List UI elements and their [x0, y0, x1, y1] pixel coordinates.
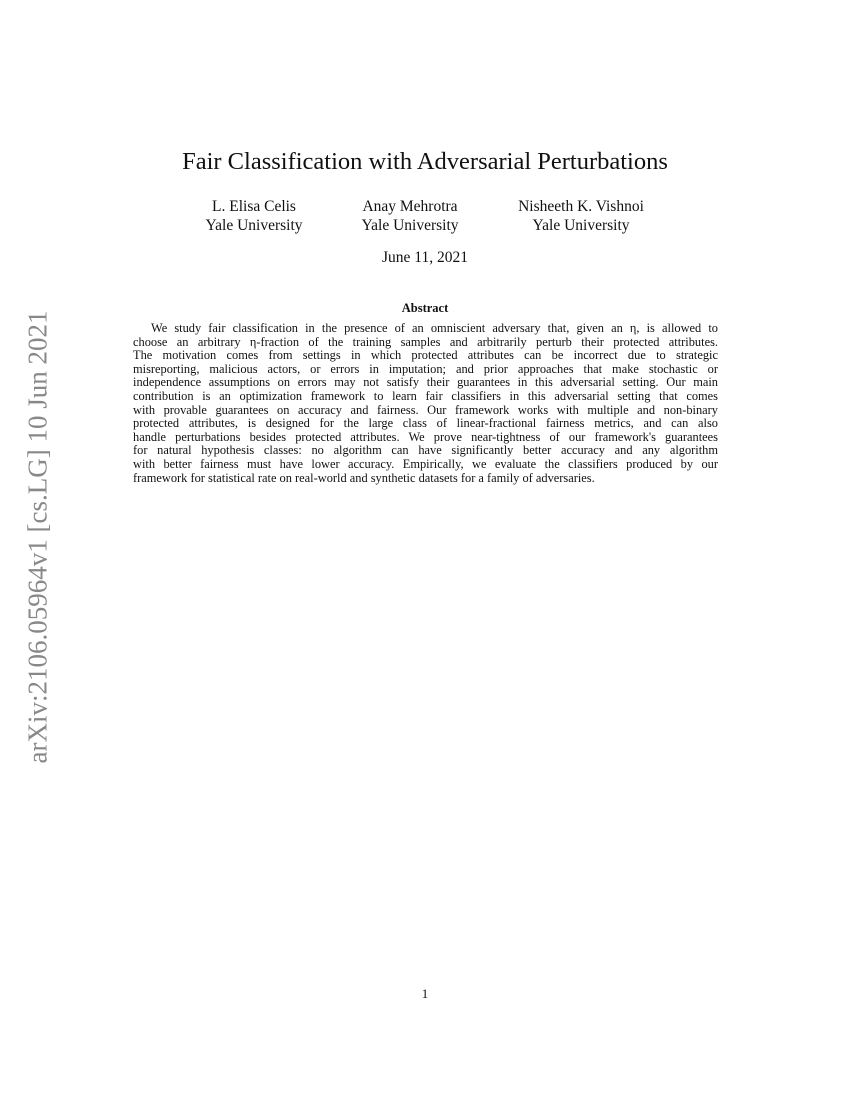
abstract-line: handle perturbations besides protected attributes. We prove near-tightness of our framework's guarantees	[133, 429, 718, 444]
author-block	[481, 197, 681, 235]
abstract-line: The motivation comes from settings in which protected attributes can be incorrect due to strategic	[133, 348, 718, 363]
abstract-line: with provable guarantees on accuracy and fairness. Our framework works with multiple and non-binary	[133, 402, 718, 417]
abstract-line: protected attributes, is designed for the large class of linear-fractional fairness metrics, and can also	[133, 416, 718, 431]
author-name: Anay Mehrotra	[362, 198, 458, 215]
author-name: L. Elisa Celis	[212, 198, 296, 215]
abstract-line: misreporting, malicious actors, or errors in imputation; and prior approaches that make stochastic or	[133, 361, 718, 376]
abstract-line: contribution is an optimization framework to learn fair classifiers in this adversarial setting that comes	[133, 388, 718, 403]
abstract-line: with better fairness must have lower accuracy. Empirically, we evaluate the classifiers produced by our	[133, 456, 718, 471]
author-block	[310, 197, 510, 235]
paper-title: Fair Classification with Adversarial Perturbations	[182, 148, 668, 175]
abstract-line: for natural hypothesis classes: no algorithm can have significantly better accuracy and any algorithm	[133, 443, 718, 458]
abstract-line: framework for statistical rate on real-world and synthetic datasets for a family of adversaries.	[133, 470, 595, 485]
author-affiliation: Yale University	[361, 217, 459, 234]
abstract-body	[133, 322, 718, 485]
arxiv-identifier-stamp: arXiv:2106.05964v1 [cs.LG] 10 Jun 2021	[22, 310, 53, 764]
abstract-heading: Abstract	[401, 301, 449, 315]
author-name: Nisheeth K. Vishnoi	[518, 198, 644, 215]
page-number: 1	[421, 986, 429, 1001]
abstract-line: independence assumptions on errors may not satisfy their guarantees in this adversarial setting. Our main	[133, 375, 718, 390]
author-affiliation: Yale University	[205, 217, 303, 234]
paper-date: June 11, 2021	[382, 249, 468, 266]
abstract-line: We study fair classification in the presence of an omniscient adversary that, given an η, is allowed to	[151, 321, 718, 335]
abstract-line: choose an arbitrary η-fraction of the training samples and arbitrarily perturb their protected attributes.	[133, 334, 718, 349]
author-affiliation: Yale University	[532, 217, 630, 234]
